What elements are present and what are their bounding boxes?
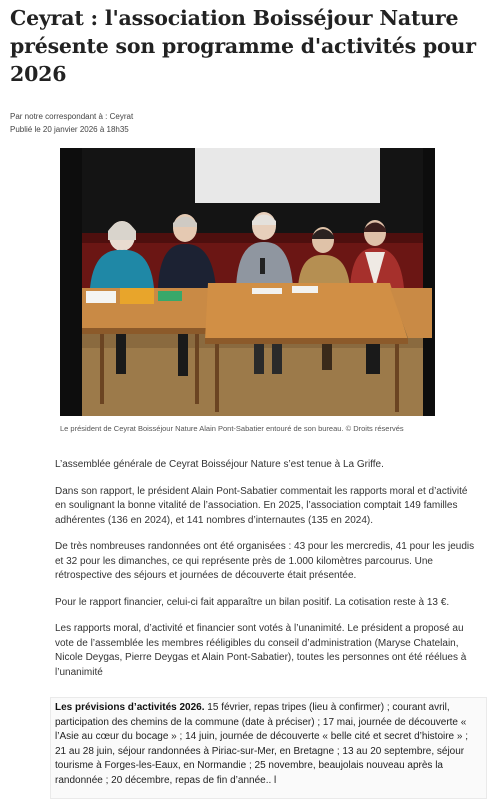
paragraph: Dans son rapport, le président Alain Pont-Sabatier commentait les rapports moral et d’activité en soulignant la bonne vitalité de l’association. En 2025, l’association comptait 149 familles adhérentes (136 en 2024), et 141 nombres d’internautes (135 en 2024). [55,485,468,526]
byline-correspondent: Par notre correspondant à : Ceyrat [10,112,134,121]
article-title: Ceyrat : l'association Boisséjour Nature présente son programme d'activités pour 2026 [10,6,476,86]
paragraph: De très nombreuses randonnées ont été organisées : 43 pour les mercredis, 41 pour les jeudis et 32 pour les dimanches, ce qui représente près de 1.000 kilomètres parcourus. Une rétrospective des séjours et journées de découverte était présentée. [55,541,475,581]
paragraph: L’assemblée générale de Ceyrat Boisséjour Nature s’est tenue à La Griffe. [55,459,384,470]
byline-block [10,110,133,136]
article-photo [60,148,435,416]
previsions-label: Les prévisions d’activités 2026. [55,702,205,713]
group-photo-illustration [60,148,435,416]
paragraph: Pour le rapport financier, celui-ci fait apparaître un bilan positif. La cotisation reste à 13 €. [55,596,450,608]
previsions-paragraph [55,701,480,788]
article-body [55,458,480,692]
photo-caption: Le président de Ceyrat Boisséjour Nature Alain Pont-Sabatier entouré de son bureau. © Droits réservés [60,424,404,433]
published-date: Publié le 20 janvier 2026 à 18h35 [10,125,129,134]
previsions-text: 15 février, repas tripes (lieu à confirmer) ; courant avril, participation des chemins de la commune (date à préciser) ; 17 mai, journée de découverte « l’Asie au cœur du bocage » ; 14 juin, journée de découverte « belle cité et secret d’histoire » ; 21 au 28 juin, séjour randonnées à Piriac-sur-Mer, en Bretagne ; 13 au 20 septembre, séjour tourisme à Forges-les-Eaux, en Normandie ; 25 novembre, beaujolais nouveau après la randonnée ; 20 décembre, repas de fin d’année.. l [55,702,469,786]
paragraph: Les rapports moral, d’activité et financier sont votés à l’unanimité. Le président a proposé au vote de l’assemblée les membres rééligibles du conseil d’administration (Maryse Chatelain, Nicole Deygas, Pierre Deygas et Alain Pont-Sabatier), toutes les personnes ont été réélues à l’unanimité [55,623,467,678]
